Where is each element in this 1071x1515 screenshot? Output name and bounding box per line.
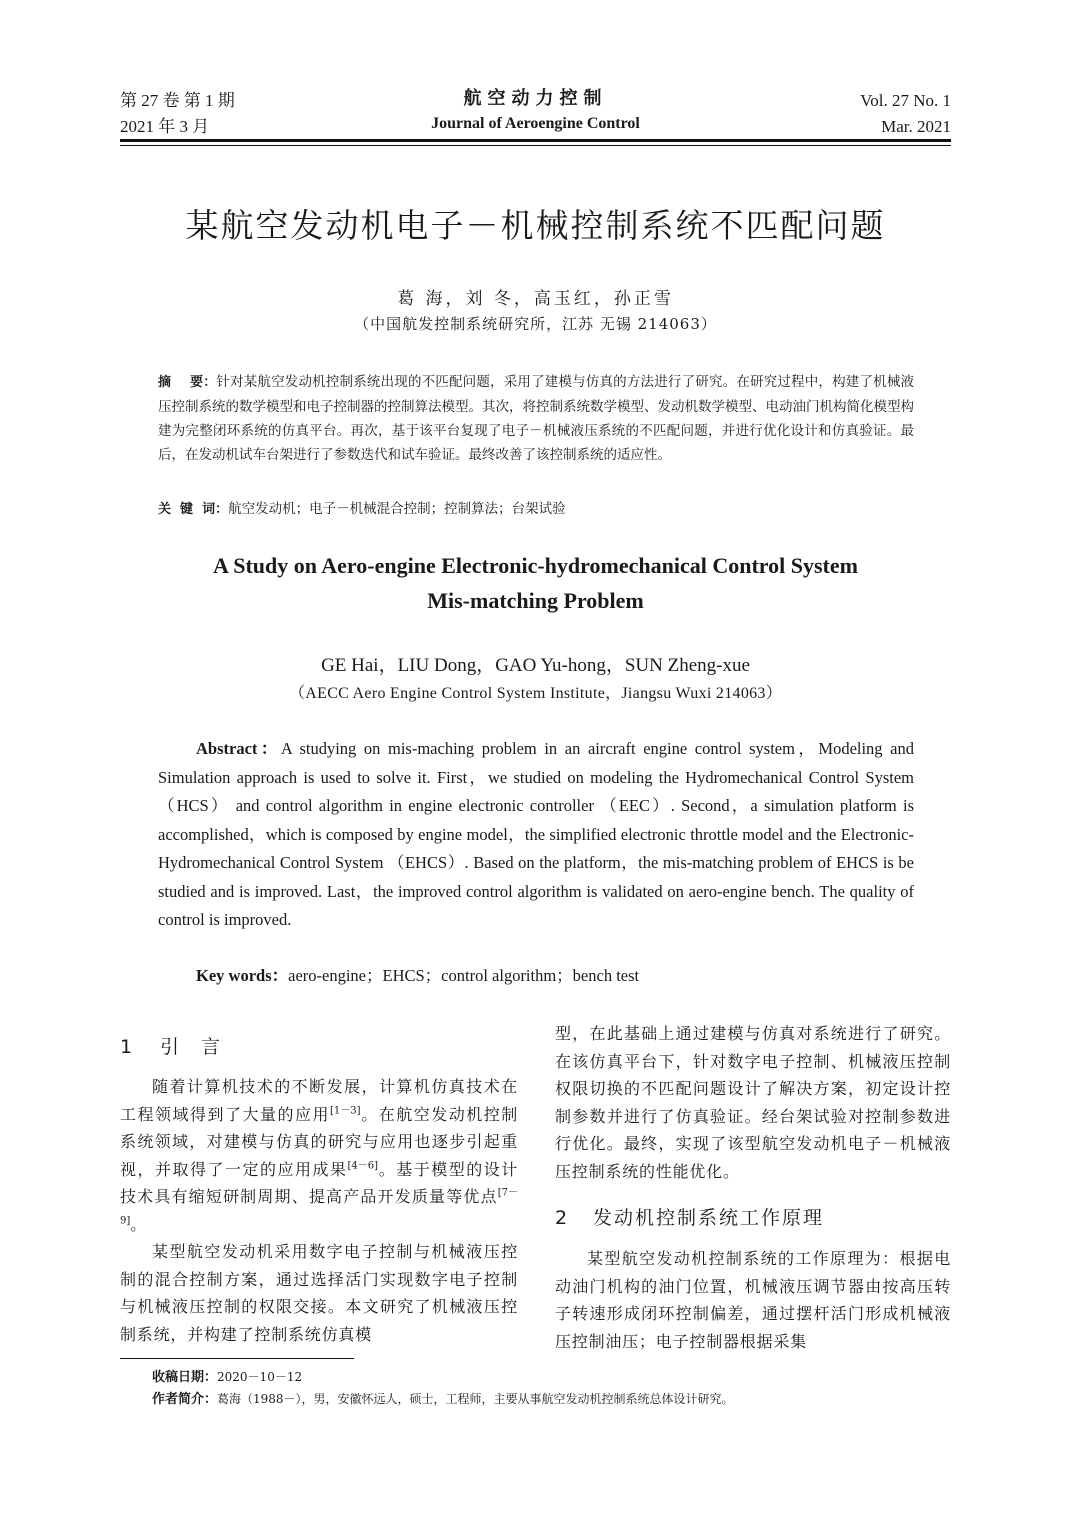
section-2-paragraph-1: 某型航空发动机控制系统的工作原理为：根据电动油门机构的油门位置，机械液压调节器由按高压转子转速形成闭环控制偏差，通过摆杆活门形成机械液压控制油压；电子控制器根据采集 <box>555 1249 951 1351</box>
paper-title-cn: 某航空发动机电子－机械控制系统不匹配问题 <box>185 206 886 245</box>
section-2-heading <box>555 1203 824 1230</box>
volume-issue-en: Vol. 27 No. 1 <box>860 91 951 110</box>
paper-title-en <box>0 548 1071 618</box>
section-1-p1-text-d: 。 <box>130 1214 148 1234</box>
section-2-number: 2 <box>555 1207 568 1229</box>
section-1-p1-text-c: 。基于模型的设计技术具有缩短研制周期、提高产品开发质量等优点 <box>120 1159 518 1206</box>
section-2-title: 发动机控制系统工作原理 <box>593 1207 825 1229</box>
authors-en: GE Hai，LIU Dong，GAO Yu-hong，SUN Zheng-xue <box>321 655 750 676</box>
volume-issue-cn: 第 27 卷 第 1 期 <box>120 91 235 110</box>
section-1-number: 1 <box>120 1036 133 1058</box>
footnote-rule <box>120 1358 354 1359</box>
column-right <box>555 1020 951 1185</box>
author-bio-label: 作者简介： <box>152 1392 218 1407</box>
date-en: Mar. 2021 <box>881 117 951 136</box>
abstract-cn-text: 针对某航空发动机控制系统出现的不匹配问题，采用了建模与仿真的方法进行了研究。在研究过程中，构建了机械液压控制系统的数学模型和电子控制器的控制算法模型。其次，将控制系统数学模型、发动机数学模型、电动油门机构简化模型构建为完整闭环系统的仿真平台。再次，基于该平台复现了电子－机械液压系统的不匹配问题，并进行优化设计和仿真验证。最后，在发动机试车台架进行了参数迭代和试车验证。最终改善了该控制系统的适应性。 <box>158 374 915 463</box>
date-cn: 2021 年 3 月 <box>120 117 210 136</box>
header-rule-thin <box>120 145 951 146</box>
received-label: 收稿日期： <box>152 1370 218 1385</box>
keywords-en <box>196 962 639 990</box>
keywords-en-label: Key words： <box>196 966 289 985</box>
footnote-author-bio <box>152 1390 734 1409</box>
header-rule-thick <box>120 139 951 142</box>
paper-title-en-line2: Mis-matching Problem <box>427 588 644 613</box>
citation-4-6: [4－6] <box>347 1160 379 1172</box>
affiliation-en: （AECC Aero Engine Control System Institute，Jiangsu Wuxi 214063） <box>288 685 783 702</box>
paper-title-en-line1: A Study on Aero-engine Electronic-hydromechanical Control System <box>213 553 858 578</box>
authors-cn: 葛 海，刘 冬，高玉红，孙正雪 <box>397 289 674 309</box>
citation-7-9: [7－9] <box>120 1187 518 1227</box>
column-left <box>120 1073 518 1348</box>
section-1-paragraph-1 <box>120 1073 518 1238</box>
abstract-en-label: Abstract： <box>196 739 281 758</box>
section-1-title: 引言 <box>160 1036 243 1058</box>
citation-1-3: [1－3] <box>329 1105 361 1117</box>
footnote-received <box>152 1368 302 1387</box>
section-1-paragraph-2-continued: 型，在此基础上通过建模与仿真对系统进行了研究。在该仿真平台下，针对数字电子控制、机械液压控制权限切换的不匹配问题设计了解决方案，初定设计控制参数并进行了仿真验证。经台架试验对控制参数进行优化。最终，实现了该型航空发动机电子－机械液压控制系统的性能优化。 <box>555 1024 951 1181</box>
journal-name-cn: 航空动力控制 <box>463 88 608 109</box>
journal-name-en: Journal of Aeroengine Control <box>431 115 640 132</box>
section-1-paragraph-2: 某型航空发动机采用数字电子控制与机械液压控制的混合控制方案，通过选择活门实现数字电子控制与机械液压控制的权限交接。本文研究了机械液压控制系统，并构建了控制系统仿真模 <box>120 1242 518 1344</box>
section-2-body <box>555 1245 951 1355</box>
abstract-en <box>158 735 914 935</box>
abstract-cn-label: 摘 要： <box>158 375 217 390</box>
keywords-cn-text: 航空发动机；电子－机械混合控制；控制算法；台架试验 <box>228 501 566 517</box>
section-1-p1-text-a: 随着计算机技术的不断发展，计算机仿真技术在工程领域得到了大量的应用 <box>120 1077 518 1124</box>
author-bio-text: 葛海（1988－），男，安徽怀远人，硕士，工程师，主要从事航空发动机控制系统总体设计研究。 <box>217 1392 734 1406</box>
received-date: 2020－10－12 <box>217 1370 303 1384</box>
keywords-cn-label: 关 键 词： <box>158 502 229 517</box>
keywords-en-text: aero-engine；EHCS；control algorithm；bench test <box>288 966 640 985</box>
affiliation-cn: （中国航发控制系统研究所，江苏 无锡 214063） <box>354 315 717 333</box>
abstract-cn <box>158 370 914 467</box>
header-volume-issue-en <box>860 88 951 140</box>
keywords-cn <box>158 497 914 522</box>
section-1-heading <box>120 1032 242 1059</box>
abstract-en-text: A studying on mis-maching problem in an aircraft engine control system，Modeling and Simulation approach is used to solve it. First，we studied on modeling the Hydromechanical Control System（HCS） and control algorithm in engine electronic controller （EEC）. Second，a simulation platform is accomplished，which is composed by engine model，the simplified electronic throttle model and the Electronic-Hydromechanical Control System （EHCS）. Based on the platform，the mis-matching problem of EHCS is be studied and is improved. Last，the improved control algorithm is validated on aero-engine bench. The quality of control is improved. <box>158 739 914 929</box>
section-1-p1-text-b: 。在航空发动机控制系统领域，对建模与仿真的研究与应用也逐步引起重视，并取得了一定的应用成果 <box>120 1104 518 1179</box>
